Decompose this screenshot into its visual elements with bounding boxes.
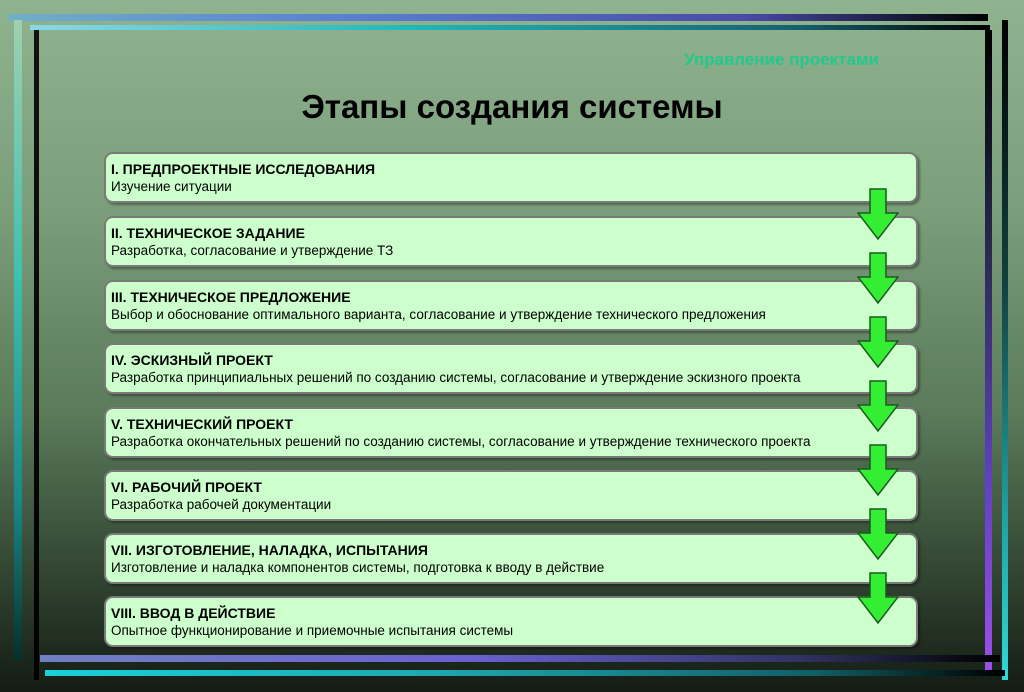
down-arrow-icon <box>857 380 899 432</box>
frame-line-left-inner <box>34 30 39 680</box>
stage-title: VI. РАБОЧИЙ ПРОЕКТ <box>111 479 262 495</box>
down-arrow-icon <box>857 572 899 624</box>
frame-line-bottom-inner <box>40 655 1000 662</box>
stage-title: V. ТЕХНИЧЕСКИЙ ПРОЕКТ <box>111 416 293 432</box>
stage-title: III. ТЕХНИЧЕСКОЕ ПРЕДЛОЖЕНИЕ <box>111 289 351 305</box>
stage-description: Выбор и обоснование оптимального варианта, согласование и утверждение технического предложения <box>111 307 766 322</box>
stage-title: IV. ЭСКИЗНЫЙ ПРОЕКТ <box>111 352 273 368</box>
stage-box-6 <box>104 470 918 521</box>
stage-box-2 <box>104 216 918 267</box>
slide-subtitle: Управление проектами <box>684 50 879 69</box>
slide-title: Этапы создания системы <box>301 88 723 125</box>
stage-description: Разработка рабочей документации <box>111 497 332 512</box>
down-arrow-icon <box>857 508 899 560</box>
stage-description: Изготовление и наладка компонентов системы, подготовка к вводу в действие <box>111 560 605 575</box>
stage-description: Разработка, согласование и утверждение ТЗ <box>111 243 394 258</box>
stage-box-4 <box>104 343 918 394</box>
stage-description: Разработка принципиальных решений по созданию системы, согласование и утверждение эскизного проекта <box>111 370 801 385</box>
down-arrow-icon <box>857 188 899 240</box>
down-arrow-icon <box>857 316 899 368</box>
stage-box-8 <box>104 596 918 647</box>
stage-box-5 <box>104 407 918 458</box>
frame-line-top-outer <box>8 14 988 21</box>
frame-line-right-inner <box>985 30 992 670</box>
frame-line-top-inner <box>30 25 990 30</box>
stage-description: Изучение ситуации <box>111 179 232 194</box>
stage-title: I. ПРЕДПРОЕКТНЫЕ ИССЛЕДОВАНИЯ <box>111 161 376 177</box>
stage-description: Опытное функционирование и приемочные испытания системы <box>111 623 514 638</box>
down-arrow-icon <box>857 444 899 496</box>
down-arrow-icon <box>857 252 899 304</box>
stage-title: VIII. ВВОД В ДЕЙСТВИЕ <box>111 605 276 621</box>
frame-line-bottom-outer <box>45 670 1005 676</box>
stage-description: Разработка окончательных решений по созданию системы, согласование и утверждение технического проекта <box>111 434 811 449</box>
stage-title: VII. ИЗГОТОВЛЕНИЕ, НАЛАДКА, ИСПЫТАНИЯ <box>111 542 428 558</box>
stage-title: II. ТЕХНИЧЕСКОЕ ЗАДАНИЕ <box>111 225 305 241</box>
stage-box-3 <box>104 280 918 331</box>
stage-box-7 <box>104 533 918 584</box>
stage-box-1 <box>104 152 918 203</box>
